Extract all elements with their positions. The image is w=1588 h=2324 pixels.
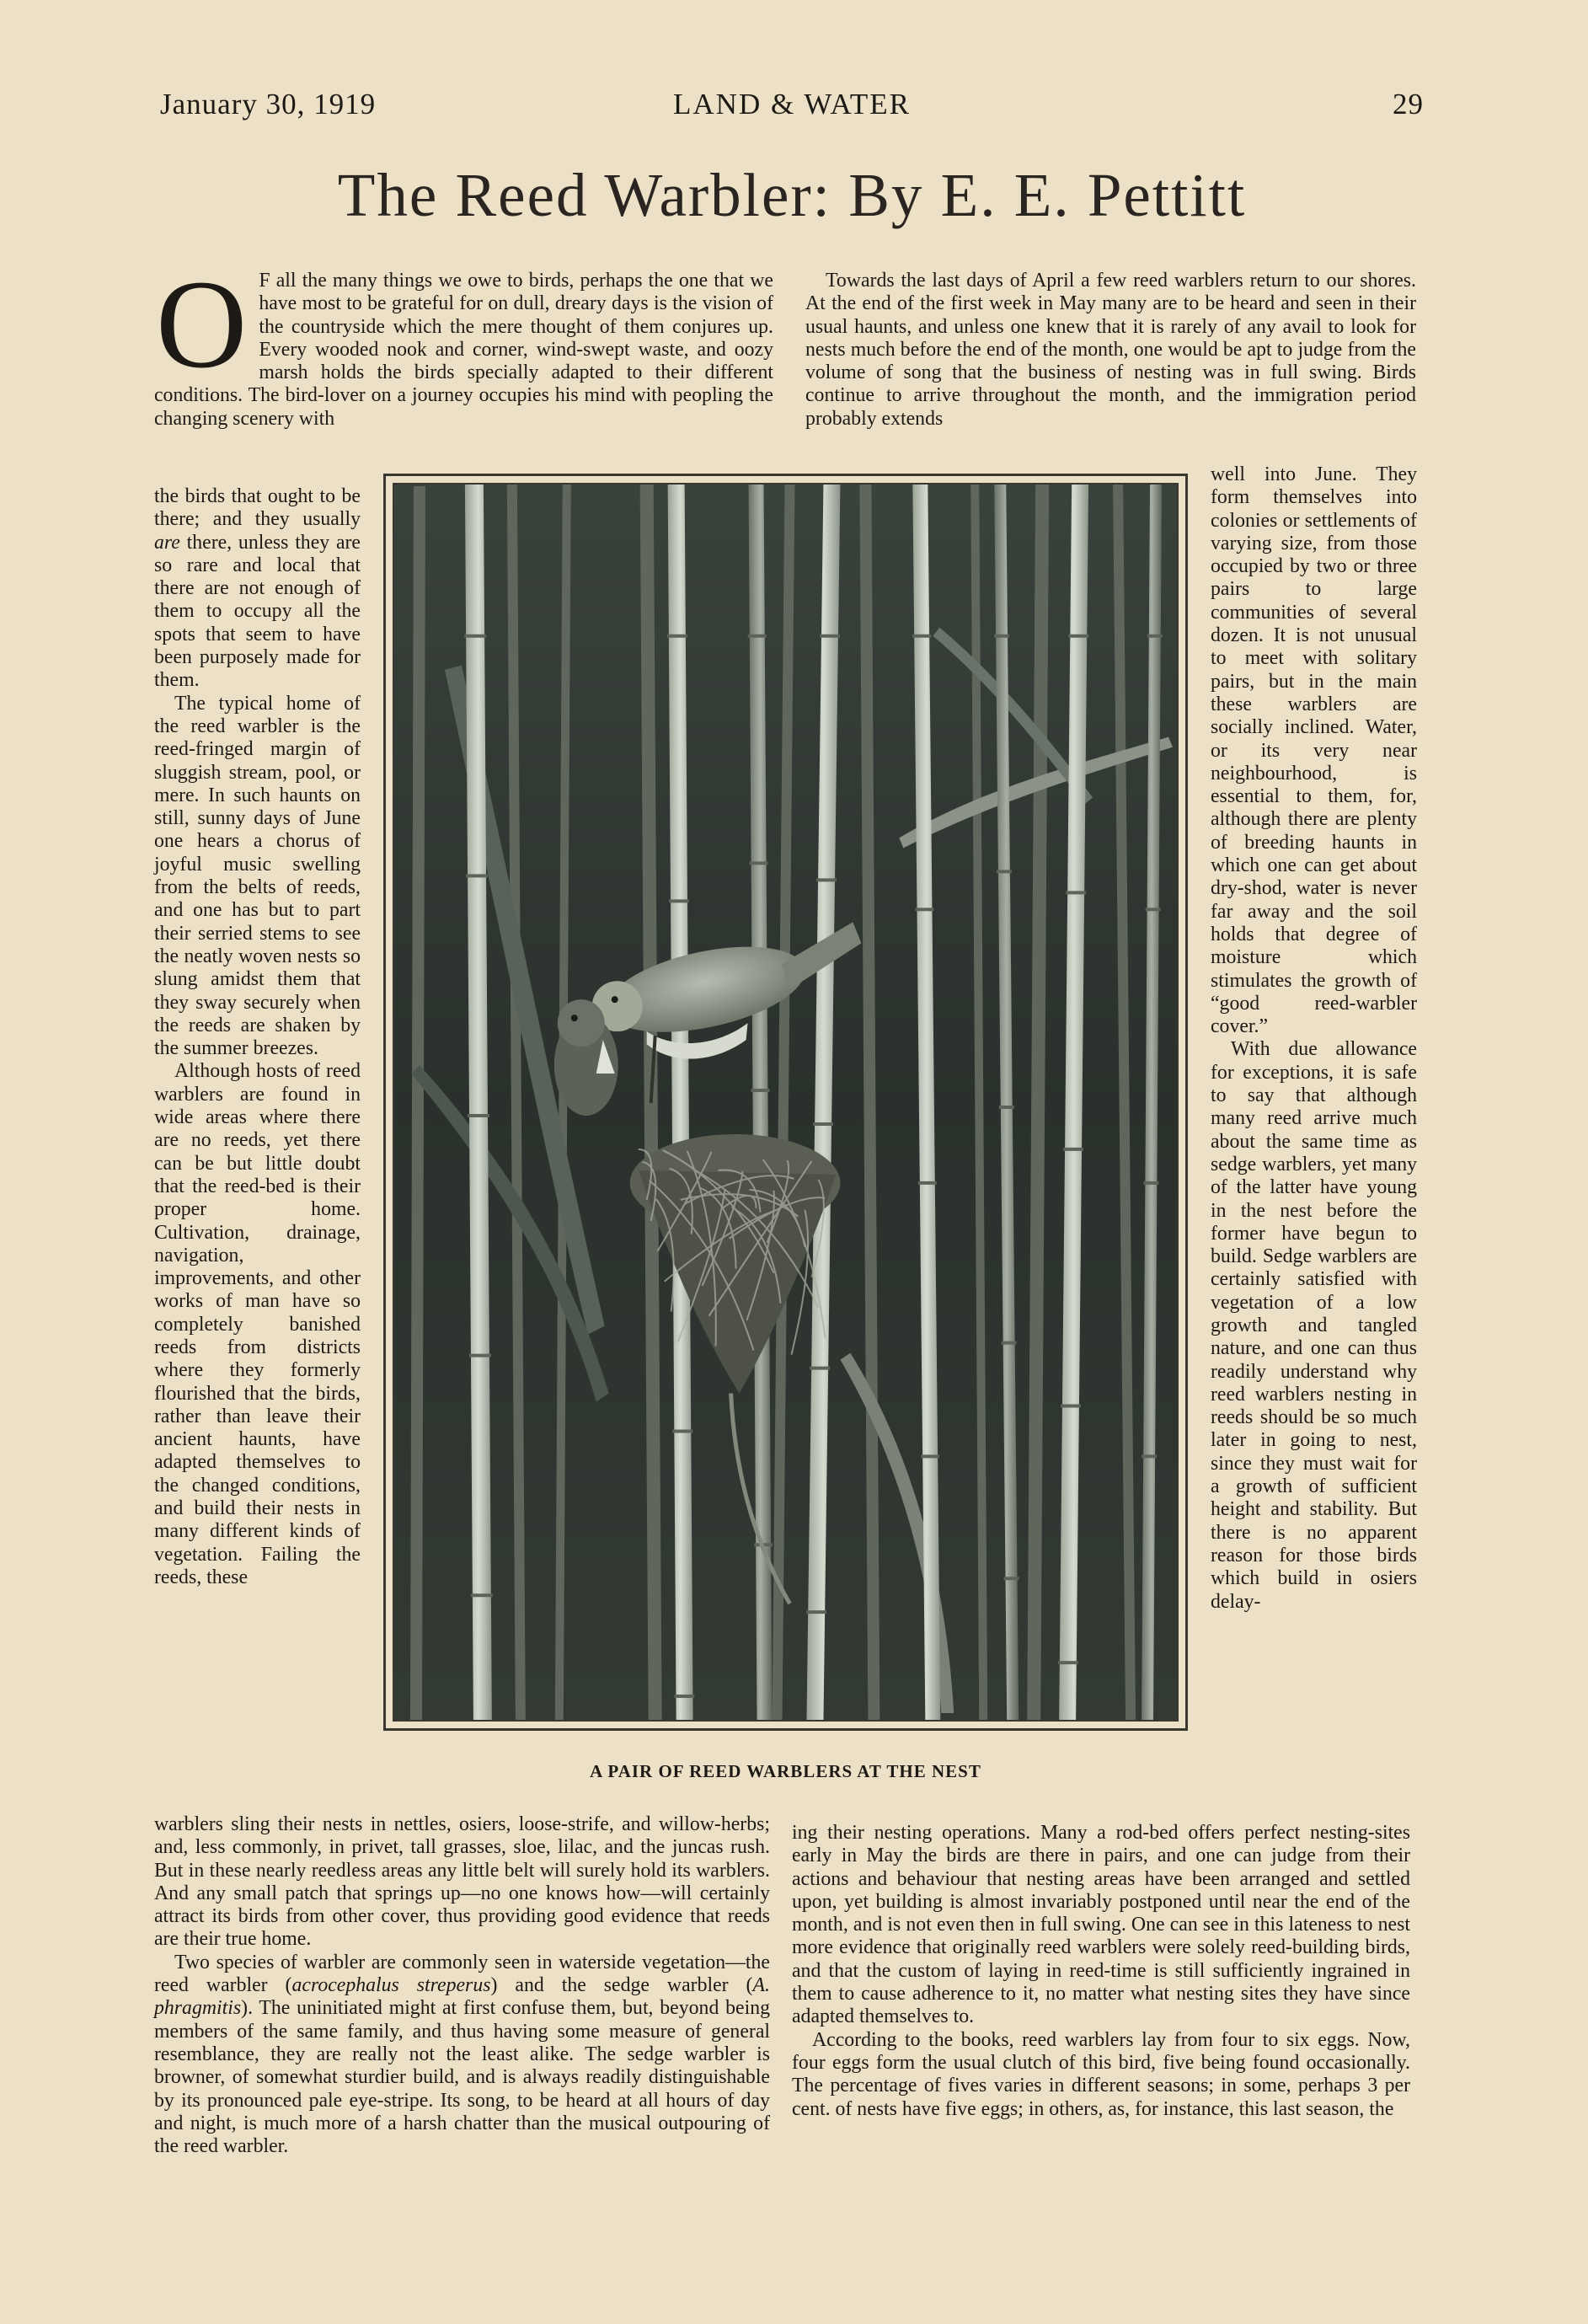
reed-warblers-photograph [393,483,1179,1722]
paragraph: F all the many things we owe to birds, perhaps the one that we have most to be grateful for on dull, dreary days is the vision of the countryside which the mere thought of them conjures up. Every wooded nook and corner, wind-swept waste, and oozy marsh holds the birds specially adapted to their different conditions. The bird-lover on a journey occupies his mind with peopling the changing scenery with [154,270,773,430]
paragraph: According to the books, reed warblers lay from four to six eggs. Now, four eggs form the usual clutch of this bird, five being found occasionally. The percentage of fives varies in different seasons; in some, perhaps 3 per cent. of nests have five eggs; in others, as, for instance, this last season, the [792,2028,1410,2120]
article-title: The Reed Warbler: By E. E. Pettitt [337,161,1247,229]
body-column-right-narrow [1211,463,1417,1614]
paragraph: the birds that ought to be there; and they usually are there, unless they are so rare and local that there are not enough of them to occupy all the spots that seem to have been purposely made for them. [154,485,361,692]
paragraph: Towards the last days of April a few reed warblers return to our shores. At the end of the first week in May many are to be heard and seen in their usual haunts, and unless one knew that it is rarely of any avail to look for nests much before the end of the month, one would be apt to judge from the volume of song that the business of nesting was in full swing. Birds continue to arrive throughout the month, and the immigration period probably extends [805,270,1416,430]
body-column-left-top [154,254,773,431]
body-column-right-top [805,270,1416,431]
paragraph: The typical home of the reed warbler is the reed-fringed margin of sluggish stream, pool, or mere. In such haunts on still, sunny days of June one hears a chorus of joyful music swelling from the belts of reeds, and one has but to part their serried stems to see the neatly woven nests so slung amidst them that they sway securely when the reeds are shaken by the summer breezes. [154,692,361,1060]
body-column-right-bottom [792,1822,1410,2121]
paragraph: Two species of warbler are commonly seen in waterside vegetation—the reed warbler (acrocephalus streperus) and the sedge warbler (A. phragmitis). The uninitiated might at first confuse them, but, beyond being members of the same family, and thus having some measure of general resemblance, they are really not the least alike. The sedge warbler is browner, of somewhat sturdier build, and is always readily distinguishable by its pronounced pale eye-stripe. Its song, to be heard at all hours of day and night, is much more of a harsh chatter than the musical outpouring of the reed warbler. [154,1951,770,2158]
paragraph: well into June. They form themselves into colonies or settlements of varying size, from those occupied by two or three pairs to large communities of several dozen. It is not unusual to meet with solitary pairs, but in the main these warblers are socially inclined. Water, or its very near neighbourhood, is essential to them, for, although there are plenty of breeding haunts in which one can get about dry-shod, water is never far away and the soil holds that degree of moisture which stimulates the growth of “good reed-warbler cover.” [1211,463,1417,1038]
paragraph: With due allowance for exceptions, it is safe to say that although many reed arrive much about the same time as sedge warblers, yet many of the latter have young in the nest before the former have begun to build. Sedge warblers are certainly satisfied with vegetation of a low growth and tangled nature, and one can thus readily understand why reed warblers nesting in reeds should be so much later in going to nest, since they must wait for a growth of sufficient height and stability. But there is no apparent reason for those birds which build in osiers delay- [1211,1038,1417,1613]
page-number: 29 [1393,88,1424,120]
photo-caption: A PAIR OF REED WARBLERS AT THE NEST [590,1761,981,1781]
paragraph: warblers sling their nests in nettles, osiers, loose-strife, and willow-herbs; and, less commonly, in privet, tall grasses, sloe, lilac, and the juncas rush. But in these nearly reedless areas any little belt will surely hold its warblers. And any small patch that springs up—no one knows how—will certainly attract its birds from other cover, thus providing good evidence that reeds are their true home. [154,1813,770,1951]
issue-date: January 30, 1919 [160,88,377,120]
paragraph: Although hosts of reed warblers are found in wide areas where there are no reeds, yet there can be but little doubt that the reed-bed is their proper home. Cultivation, drainage, navigation, improvements, and other works of man have so completely banished reeds from districts where they formerly flourished that the birds, rather than leave their ancient haunts, have adapted themselves to the changed conditions, and build their nests in many different kinds of vegetation. Failing the reeds, these [154,1060,361,1588]
drop-cap: O [156,254,248,394]
body-column-left-bottom [154,1813,770,2158]
body-column-left-narrow [154,485,361,1589]
paragraph: ing their nesting operations. Many a rod-bed offers perfect nesting-sites early in May the birds are there in pairs, and one can judge from their actions and behaviour that nesting areas have been arranged and settled upon, yet building is almost invariably postponed until near the end of the month, and is not even then in full swing. One can see in this lateness to nest more evidence that originally reed warblers were solely reed-building birds, and that the custom of laying in reed-time is still sufficiently ingrained in them to cause adherence to it, no matter what nesting sites they have since adapted themselves to. [792,1822,1410,2028]
running-head [160,88,1424,130]
magazine-name: LAND & WATER [673,88,911,120]
photograph-frame [383,474,1188,1731]
